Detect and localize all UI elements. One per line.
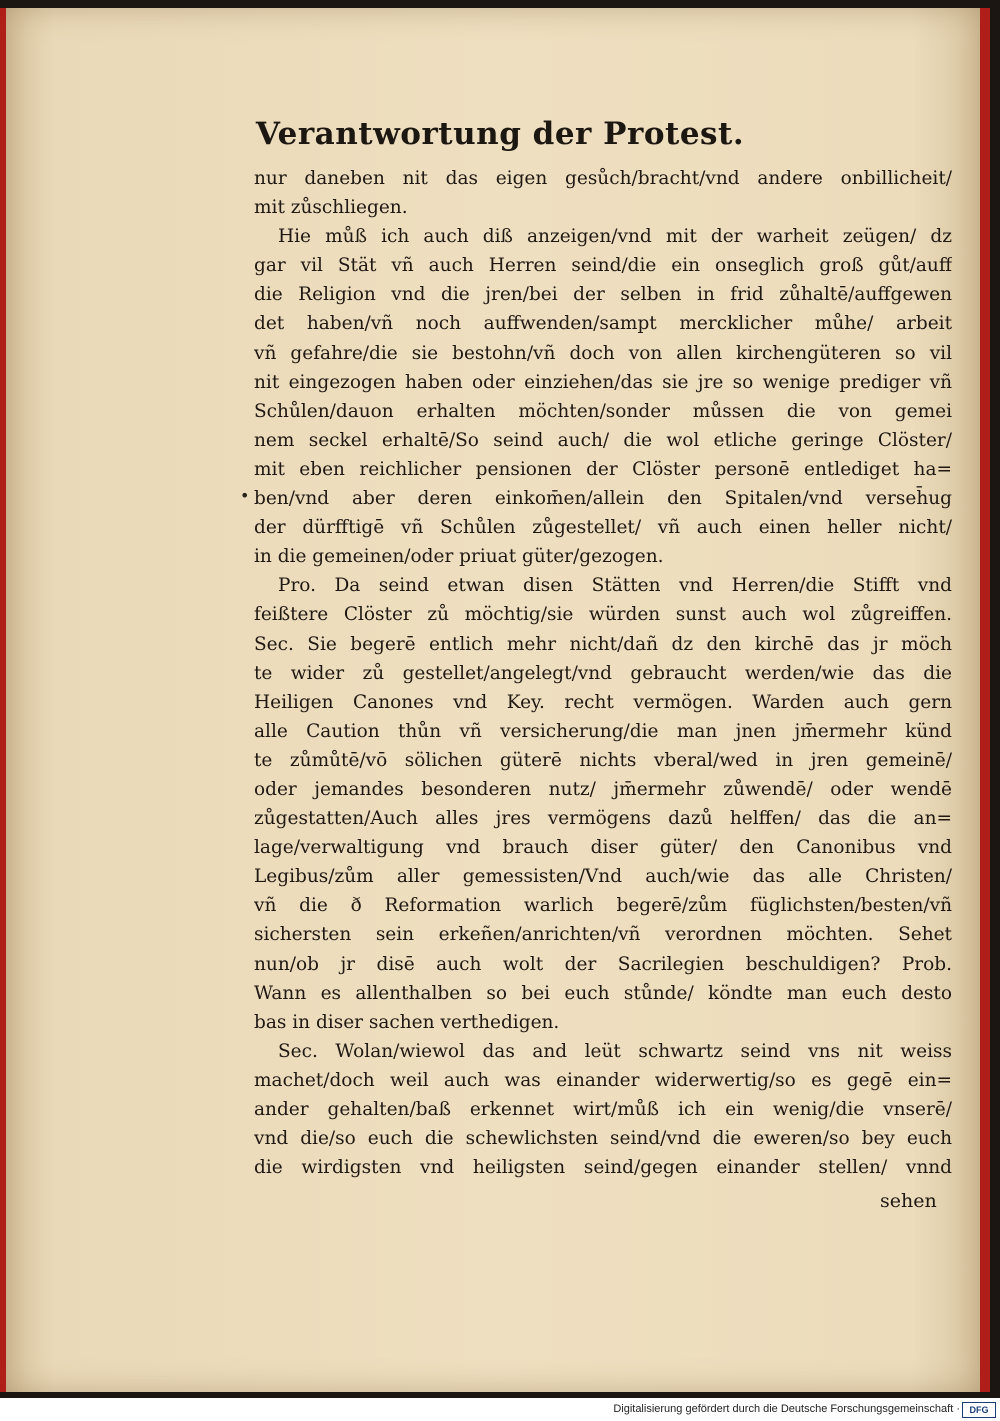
text-line: vñ die ð Reformation warlich begerē/zům füglichsten/besten/vñ — [254, 895, 952, 917]
text-line: Heiligen Canones vnd Key. recht vermögen. Warden auch gern — [254, 691, 952, 713]
text-line: sichersten sein erkeñen/anrichten/vñ verordnen möchten. Sehet — [254, 924, 952, 946]
text-line: nur daneben nit das eigen gesůch/bracht/vnd andere onbillicheit/ — [254, 168, 952, 189]
text-line: Sec. Sie begerē entlich mehr nicht/dañ dz den kirchē das jr möch — [254, 633, 952, 655]
text-line: mit eben reichlicher pensionen der Clöster personē entlediget ha= — [254, 458, 952, 480]
text-line: oder jemandes besonderen nutz/ jm̄ermehr zůwendē/ oder wendē — [254, 778, 952, 800]
text-line: nit eingezogen haben oder einziehen/das sie jre so wenige prediger vñ — [254, 371, 952, 393]
body-text — [254, 164, 952, 1182]
text-line: Hie můß ich auch diß anzeigen/vnd mit der warheit zeügen/ dz — [278, 226, 952, 248]
text-line: der dürfftigē vñ Schůlen zůgestellet/ vñ auch einen heller nicht/ — [254, 517, 952, 539]
text-line: vnd die/so euch die schewlichsten seind/vnd die eweren/so bey euch — [254, 1128, 952, 1150]
text-line: bas in diser sachen verthedigen. — [254, 1011, 560, 1033]
text-line: te wider zů gestellet/angelegt/vnd gebraucht werden/wie das die — [254, 662, 952, 684]
text-line: te zůmůtē/vō sölichen güterē nichts vberal/wed in jren gemeinē/ — [254, 749, 952, 771]
text-line: vñ gefahre/die sie bestohn/vñ doch von allen kirchengüteren so vil — [254, 342, 952, 364]
text-line: ander gehalten/baß erkennet wirt/můß ich ein wenig/die vnserē/ — [254, 1099, 952, 1120]
running-head: Verantwortung der Protest. — [255, 116, 745, 152]
text-line: ben/vnd aber deren einkom̄en/allein den Spitalen/vnd verseh̄ug — [254, 488, 952, 510]
page-edge-right — [980, 8, 990, 1392]
dfg-logo: DFG — [962, 1402, 996, 1418]
text-line: Wann es allenthalben so bei euch stůnde/ köndte man euch desto — [254, 982, 952, 1004]
text-line: alle Caution thůn vñ versicherung/die man jnen jm̄ermehr künd — [254, 720, 952, 742]
text-line: Legibus/zům aller gemessisten/Vnd auch/wie das alle Christen/ — [254, 866, 952, 888]
text-line: Schůlen/dauon erhalten möchten/sonder můssen die von gemei — [254, 400, 952, 422]
text-line: nem seckel erhaltē/So seind auch/ die wol etliche geringe Clöster/ — [254, 429, 952, 451]
text-line: mit zůschliegen. — [254, 197, 408, 219]
catchword: sehen — [880, 1190, 937, 1212]
funding-credit: Digitalisierung gefördert durch die Deutsche Forschungsgemeinschaft · — [613, 1403, 960, 1415]
text-line: Sec. Wolan/wiewol das and leüt schwartz seind vns nit weiss — [278, 1040, 952, 1062]
text-line: nun/ob jr disē auch wolt der Sacrilegien beschuldigen? Prob. — [254, 953, 952, 975]
text-line: zůgestatten/Auch alles jres vermögens dazů helffen/ das die an= — [254, 808, 952, 830]
text-line: Pro. Da seind etwan disen Stätten vnd Herren/die Stifft vnd — [278, 575, 952, 597]
text-line: die wirdigsten vnd heiligsten seind/gegen einander stellen/ vnnd — [254, 1157, 952, 1179]
footer-bar — [0, 1398, 1000, 1421]
margin-mark: • — [240, 486, 250, 505]
text-line: gar vil Stät vñ auch Herren seind/die ein onseglich groß gůt/auff — [254, 255, 952, 277]
text-line: die Religion vnd die jren/bei der selben in frid zůhaltē/auffgewen — [254, 284, 952, 306]
text-line: feißtere Clöster zů möchtig/sie würden sunst auch wol zůgreiffen. — [254, 604, 952, 626]
text-line: machet/doch weil auch was einander widerwertig/so es gegē ein= — [254, 1069, 952, 1091]
text-line: det haben/vñ noch auffwenden/sampt mercklicher můhe/ arbeit — [254, 313, 952, 335]
text-line: in die gemeinen/oder priuat güter/gezogen. — [254, 546, 664, 568]
text-line: lage/verwaltigung vnd brauch diser güter/ den Canonibus vnd — [254, 837, 952, 859]
